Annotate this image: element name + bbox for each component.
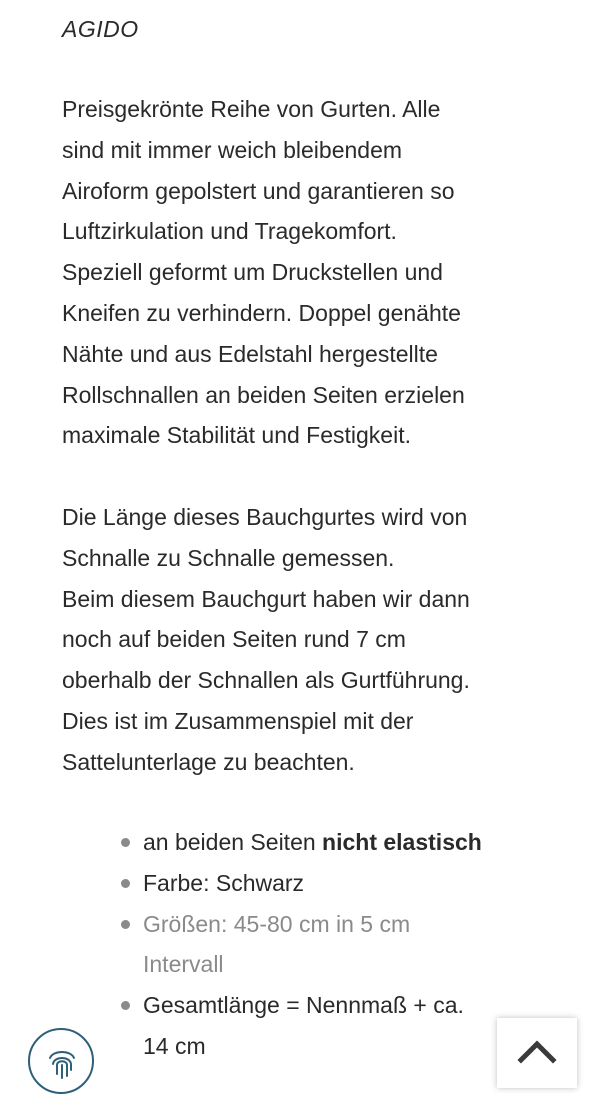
- measurement-note: [62, 497, 582, 783]
- fingerprint-icon: [44, 1044, 80, 1080]
- bullet-icon: [121, 920, 130, 929]
- measurement-line: noch auf beiden Seiten rund 7 cm: [62, 626, 406, 653]
- bullet-icon: [121, 1001, 130, 1010]
- feature-item-elasticity: [143, 822, 543, 863]
- description-line: Nähte und aus Edelstahl hergestellte: [62, 340, 438, 367]
- description-line: Preisgekrönte Reihe von Gurten. Alle: [62, 96, 441, 122]
- scroll-to-top-button[interactable]: [497, 1018, 577, 1088]
- measurement-line: oberhalb der Schnallen als Gurtführung.: [62, 667, 470, 694]
- feature-text-continued: Intervall: [143, 951, 224, 978]
- fingerprint-button[interactable]: [28, 1028, 94, 1094]
- feature-text: Gesamtlänge = Nennmaß + ca.: [143, 992, 464, 1019]
- chevron-up-icon: [517, 1036, 557, 1066]
- measurement-line: Die Länge dieses Bauchgurtes wird von: [62, 504, 468, 530]
- measurement-line: Sattelunterlage zu beachten.: [62, 748, 355, 775]
- bullet-icon: [121, 879, 130, 888]
- feature-item-color: [143, 863, 543, 904]
- description-line: Rollschnallen an beiden Seiten erzielen: [62, 381, 465, 408]
- feature-emphasis: nicht elastisch: [322, 829, 482, 855]
- feature-item-total-length: [143, 985, 543, 1067]
- description-line: Airoform gepolstert und garantieren so: [62, 177, 455, 204]
- feature-item-sizes: [143, 904, 543, 986]
- product-description: [62, 89, 582, 456]
- measurement-line: Dies ist im Zusammenspiel mit der: [62, 707, 414, 734]
- brand-name: AGIDO: [62, 16, 139, 42]
- description-line: Luftzirkulation und Tragekomfort.: [62, 218, 397, 245]
- bullet-icon: [121, 838, 130, 847]
- description-line: Kneifen zu verhindern. Doppel genähte: [62, 299, 461, 326]
- description-line: Speziell geformt um Druckstellen und: [62, 259, 443, 286]
- feature-list: [143, 822, 543, 1067]
- measurement-line: Schnalle zu Schnalle gemessen.: [62, 544, 395, 571]
- feature-text: an beiden Seiten: [143, 829, 323, 855]
- feature-text: Farbe: Schwarz: [143, 869, 305, 896]
- feature-text: Größen: 45-80 cm in 5 cm: [143, 910, 411, 937]
- description-line: sind mit immer weich bleibendem: [62, 136, 403, 163]
- description-line: maximale Stabilität und Festigkeit.: [62, 422, 411, 449]
- feature-text-continued: 14 cm: [143, 1032, 206, 1059]
- measurement-line: Beim diesem Bauchgurt haben wir dann: [62, 585, 470, 612]
